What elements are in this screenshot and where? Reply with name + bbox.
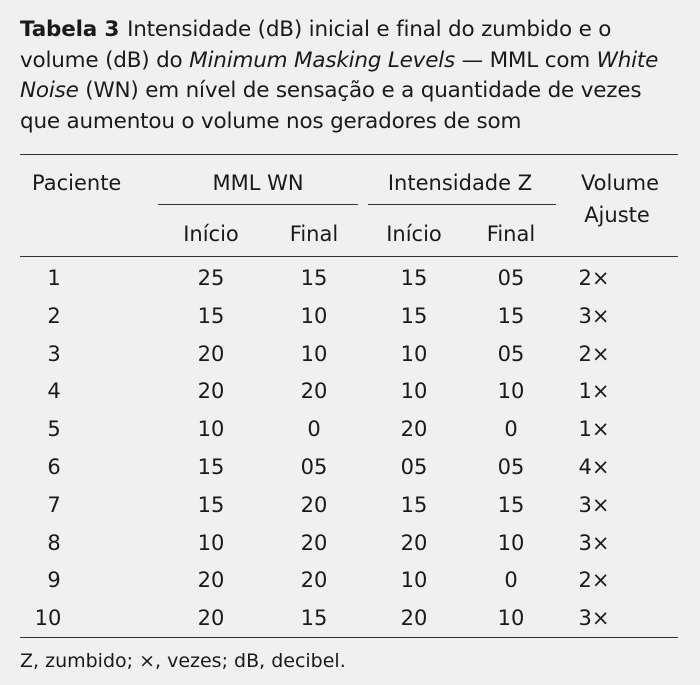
bottom-rule <box>20 637 678 638</box>
cell-mml-final: 20 <box>300 492 328 517</box>
header-z-inicio: Início <box>386 222 442 246</box>
cell-z-inicio: 05 <box>400 455 428 479</box>
cell-paciente: 3 <box>47 341 61 366</box>
cell-mml-final: 10 <box>300 341 328 366</box>
cell-z-inicio: 15 <box>400 303 428 328</box>
cell-volume: 4× <box>578 455 610 479</box>
caption-text-3: (WN) em nível de sensação e a quantidade de vezes que aumentou o volume nos geradores de som <box>20 78 642 134</box>
cell-mml-inicio: 20 <box>197 606 225 631</box>
caption-text-2: — MML com <box>455 47 597 73</box>
cell-z-final: 05 <box>497 266 525 290</box>
cell-z-inicio: 10 <box>400 568 428 593</box>
cell-z-final: 15 <box>497 303 525 328</box>
cell-volume: 3× <box>578 530 610 555</box>
cell-mml-inicio: 20 <box>197 341 225 366</box>
cell-volume: 3× <box>578 606 610 631</box>
mml-group-rule <box>158 204 358 205</box>
cell-paciente: 10 <box>34 606 62 631</box>
cell-z-inicio: 20 <box>400 606 428 631</box>
table-caption <box>20 15 685 137</box>
cell-mml-final: 05 <box>300 455 328 479</box>
top-rule <box>20 154 678 155</box>
cell-paciente: 7 <box>47 492 61 517</box>
cell-paciente: 8 <box>47 530 61 555</box>
cell-mml-final: 20 <box>300 530 328 555</box>
cell-z-final: 10 <box>497 606 525 631</box>
cell-mml-inicio: 10 <box>197 530 225 555</box>
header-mml-wn: MML WN <box>212 171 304 195</box>
cell-mml-final: 15 <box>300 266 328 290</box>
cell-paciente: 1 <box>47 266 61 290</box>
cell-z-final: 05 <box>497 455 525 479</box>
header-paciente: Paciente <box>32 171 122 195</box>
cell-volume: 2× <box>578 341 610 366</box>
cell-paciente: 2 <box>47 303 61 328</box>
cell-z-inicio: 10 <box>400 341 428 366</box>
cell-z-inicio: 20 <box>400 530 428 555</box>
caption-text-1: Intensidade (dB) inicial e final do zumbido e o volume (dB) do <box>20 17 612 73</box>
cell-mml-final: 20 <box>300 568 328 593</box>
cell-z-final: 10 <box>497 379 525 404</box>
cell-mml-final: 20 <box>300 379 328 404</box>
cell-z-final: 0 <box>504 417 518 442</box>
cell-paciente: 5 <box>47 417 61 442</box>
cell-mml-inicio: 20 <box>197 379 225 404</box>
header-bottom-rule <box>20 256 678 257</box>
cell-paciente: 4 <box>47 379 61 404</box>
header-mml-inicio: Início <box>183 222 239 246</box>
cell-mml-final: 15 <box>300 606 328 631</box>
cell-z-inicio: 10 <box>400 379 428 404</box>
cell-mml-inicio: 15 <box>197 455 225 479</box>
cell-z-inicio: 15 <box>400 266 428 290</box>
cell-mml-final: 0 <box>307 417 321 442</box>
cell-volume: 1× <box>578 379 610 404</box>
cell-z-inicio: 20 <box>400 417 428 442</box>
intensidade-group-rule <box>368 204 556 205</box>
cell-mml-final: 10 <box>300 303 328 328</box>
cell-volume: 1× <box>578 417 610 442</box>
cell-volume: 2× <box>578 266 610 290</box>
cell-volume: 3× <box>578 303 610 328</box>
cell-paciente: 6 <box>47 455 61 479</box>
cell-mml-inicio: 20 <box>197 568 225 593</box>
header-intensidade-z: Intensidade Z <box>387 171 533 195</box>
table-footnote: Z, zumbido; ×, vezes; dB, decibel. <box>20 650 346 672</box>
header-ajuste: Ajuste <box>584 203 650 227</box>
cell-volume: 2× <box>578 568 610 593</box>
cell-z-inicio: 15 <box>400 492 428 517</box>
cell-z-final: 05 <box>497 341 525 366</box>
caption-italic-2: White Noise <box>20 47 659 103</box>
cell-paciente: 9 <box>47 568 61 593</box>
cell-mml-inicio: 15 <box>197 492 225 517</box>
table-label: Tabela 3 <box>20 17 120 42</box>
cell-z-final: 0 <box>504 568 518 593</box>
header-z-final: Final <box>486 222 536 246</box>
caption-italic-1: Minimum Masking Levels <box>189 47 456 73</box>
cell-z-final: 15 <box>497 492 525 517</box>
cell-mml-inicio: 15 <box>197 303 225 328</box>
cell-z-final: 10 <box>497 530 525 555</box>
header-mml-final: Final <box>289 222 339 246</box>
cell-mml-inicio: 25 <box>197 266 225 290</box>
cell-mml-inicio: 10 <box>197 417 225 442</box>
cell-volume: 3× <box>578 492 610 517</box>
header-volume: Volume <box>580 171 660 195</box>
